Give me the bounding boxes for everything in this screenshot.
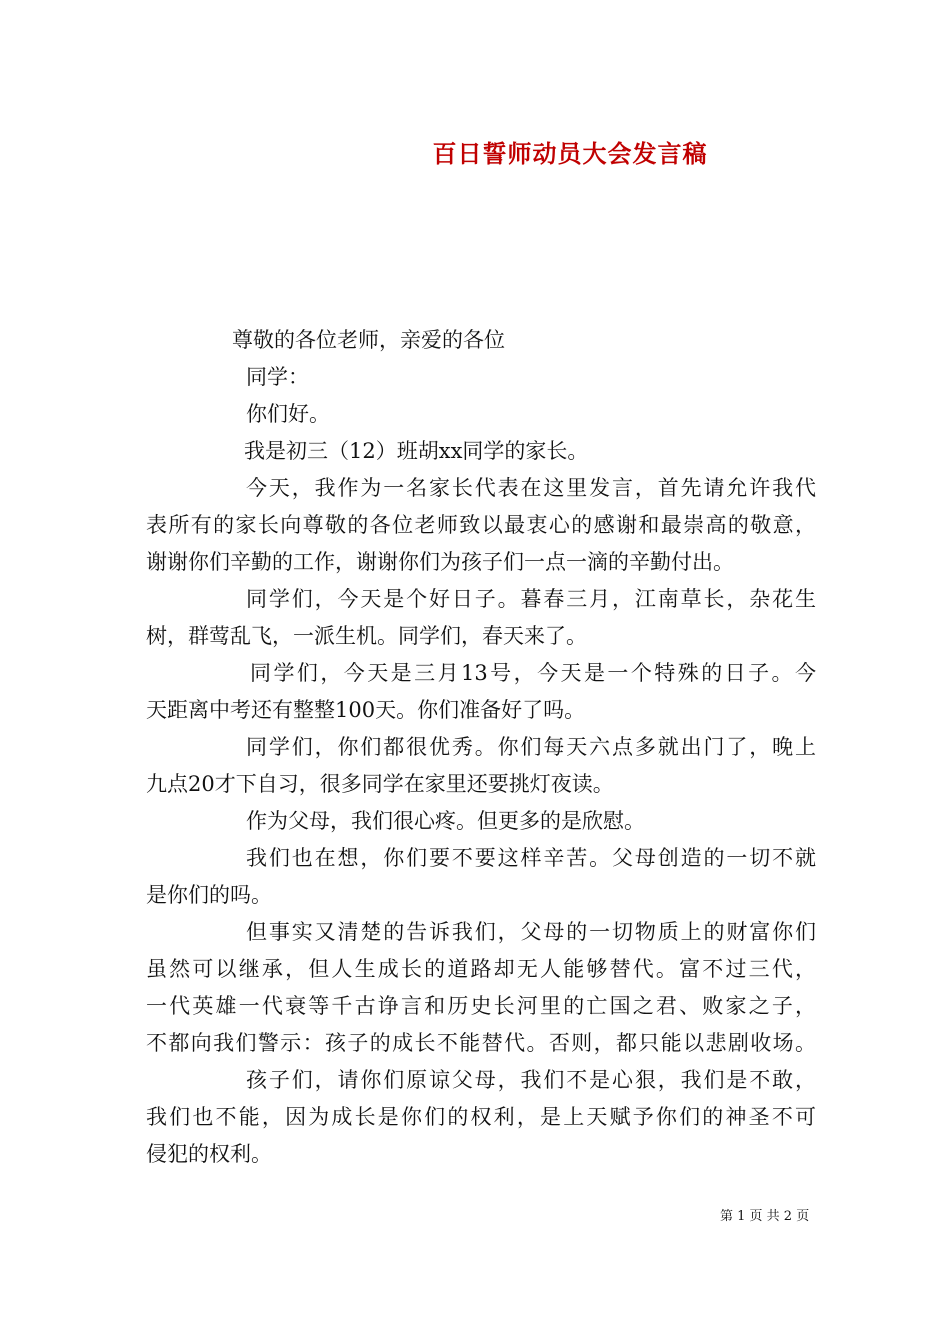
paragraph-line: 同学们，你们都很优秀。你们每天六点多就出门了，晚上 (246, 735, 816, 759)
paragraph-line: 虽然可以继承，但人生成长的道路却无人能够替代。富不过三代， (146, 957, 816, 981)
paragraph-line: 但事实又清楚的告诉我们，父母的一切物质上的财富你们 (246, 920, 816, 944)
paragraph-line: 你们好。 (246, 402, 330, 426)
paragraph-line: 尊敬的各位老师，亲爱的各位 (232, 328, 505, 352)
paragraph-line: 谢谢你们辛勤的工作，谢谢你们为孩子们一点一滴的辛勤付出。 (146, 550, 734, 574)
paragraph-line: 同学们，今天是个好日子。暮春三月，江南草长，杂花生 (246, 587, 816, 611)
paragraph-line: 一代英雄一代衰等千古诤言和历史长河里的亡国之君、败家之子， (146, 994, 816, 1018)
paragraph-line: 我们也在想，你们要不要这样辛苦。父母创造的一切不就 (246, 846, 816, 870)
document-body (146, 322, 816, 1173)
paragraph-line: 不都向我们警示：孩子的成长不能替代。否则，都只能以悲剧收场。 (146, 1031, 816, 1055)
paragraph-line: 我们也不能，因为成长是你们的权利，是上天赋予你们的神圣不可 (146, 1105, 816, 1129)
paragraph-line: 是你们的吗。 (146, 883, 272, 907)
paragraph-line: 侵犯的权利。 (146, 1142, 272, 1166)
paragraph-line: 九点20才下自习，很多同学在家里还要挑灯夜读。 (146, 772, 614, 796)
paragraph-line: 孩子们，请你们原谅父母，我们不是心狠，我们是不敢， (246, 1068, 816, 1092)
paragraph-line: 表所有的家长向尊敬的各位老师致以最衷心的感谢和最崇高的敬意， (146, 513, 816, 537)
paragraph-line: 同学们，今天是三月13号，今天是一个特殊的日子。今 (250, 661, 816, 685)
page-number: 第 1 页 共 2 页 (720, 1209, 810, 1224)
document-title: 百日誓师动员大会发言稿 (432, 139, 708, 168)
paragraph-line: 天距离中考还有整整100天。你们准备好了吗。 (146, 698, 586, 722)
paragraph-line: 我是初三（12）班胡xx同学的家长。 (244, 439, 589, 463)
paragraph-line: 作为父母，我们很心疼。但更多的是欣慰。 (246, 809, 645, 833)
paragraph-line: 树，群莺乱飞，一派生机。同学们，春天来了。 (146, 624, 587, 648)
paragraph-line: 今天，我作为一名家长代表在这里发言，首先请允许我代 (246, 476, 816, 500)
paragraph-line: 同学： (246, 365, 309, 389)
